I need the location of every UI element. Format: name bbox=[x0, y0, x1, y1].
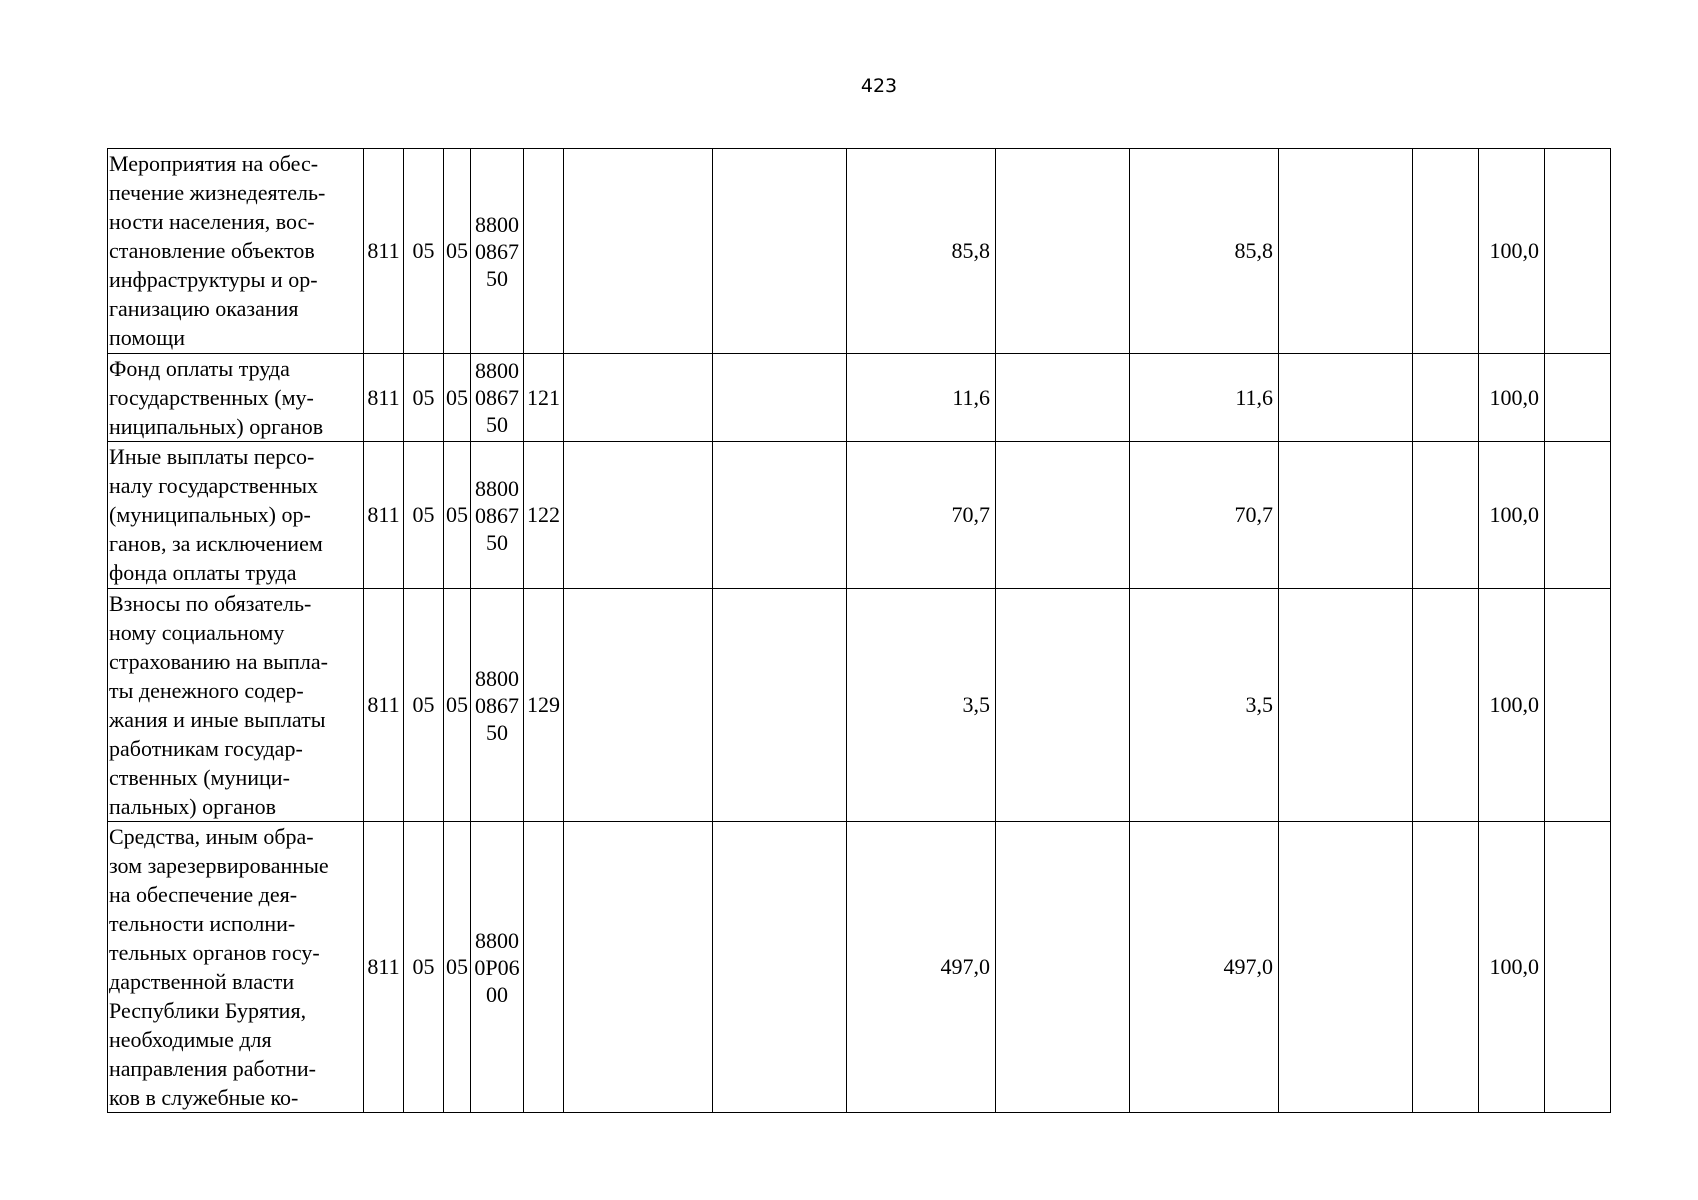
empty-cell bbox=[996, 354, 1130, 442]
item-name-line: ственных (муници- bbox=[109, 765, 290, 790]
empty-cell bbox=[564, 442, 713, 589]
section-cell: 05 bbox=[404, 822, 444, 1113]
target-article-cell bbox=[471, 442, 524, 589]
item-name-line: государственных (му- bbox=[109, 385, 314, 410]
item-name-line: тельных органов госу- bbox=[109, 940, 320, 965]
item-name-line: необходимые для bbox=[109, 1027, 272, 1052]
approved-amount-cell: 85,8 bbox=[847, 149, 996, 354]
empty-cell bbox=[996, 442, 1130, 589]
item-name-line: налу государственных bbox=[109, 473, 319, 498]
empty-cell bbox=[1545, 589, 1611, 822]
approved-amount-cell: 3,5 bbox=[847, 589, 996, 822]
approved-amount-cell: 497,0 bbox=[847, 822, 996, 1113]
empty-cell bbox=[713, 822, 847, 1113]
empty-cell bbox=[1279, 354, 1413, 442]
empty-cell bbox=[713, 149, 847, 354]
empty-cell bbox=[713, 354, 847, 442]
item-name-cell bbox=[108, 149, 364, 354]
item-name-line: Мероприятия на обес- bbox=[109, 151, 319, 176]
item-name-line: Иные выплаты персо- bbox=[109, 444, 315, 469]
empty-cell bbox=[1279, 442, 1413, 589]
percent-cell: 100,0 bbox=[1479, 822, 1545, 1113]
expense-type-cell bbox=[524, 149, 564, 354]
item-name-line: ты денежного содер- bbox=[109, 678, 304, 703]
target-article-line: 8800 bbox=[475, 927, 519, 953]
empty-cell bbox=[1279, 149, 1413, 354]
item-name-line: Взносы по обязатель- bbox=[109, 591, 312, 616]
page-number: 423 bbox=[860, 75, 898, 97]
item-name-line: ному социальному bbox=[109, 620, 285, 645]
item-name-line: ков в служебные ко- bbox=[109, 1085, 299, 1110]
item-name-line: фонда оплаты труда bbox=[109, 560, 297, 585]
expense-type-cell bbox=[524, 822, 564, 1113]
item-name-line: тельности исполни- bbox=[109, 911, 296, 936]
table-row bbox=[108, 149, 1611, 354]
item-name-line: ганов, за исключением bbox=[109, 531, 323, 556]
item-name-line: печение жизнедеятель- bbox=[109, 180, 326, 205]
target-article-line: 0867 bbox=[475, 502, 519, 528]
empty-cell bbox=[713, 589, 847, 822]
empty-cell bbox=[1279, 589, 1413, 822]
empty-cell bbox=[1413, 822, 1479, 1113]
target-article-line: 0867 bbox=[475, 238, 519, 264]
item-name-line: становление объектов bbox=[109, 238, 315, 263]
percent-cell: 100,0 bbox=[1479, 354, 1545, 442]
executed-amount-cell: 11,6 bbox=[1130, 354, 1279, 442]
item-name-line: направления работни- bbox=[109, 1056, 316, 1081]
empty-cell bbox=[996, 589, 1130, 822]
empty-cell bbox=[1413, 149, 1479, 354]
percent-cell: 100,0 bbox=[1479, 149, 1545, 354]
section-cell: 05 bbox=[404, 442, 444, 589]
target-article-line: 50 bbox=[486, 719, 508, 745]
empty-cell bbox=[564, 149, 713, 354]
empty-cell bbox=[1413, 442, 1479, 589]
empty-cell bbox=[713, 442, 847, 589]
table-row bbox=[108, 589, 1611, 822]
target-article-line: 50 bbox=[486, 265, 508, 291]
item-name-line: Средства, иным обра- bbox=[109, 824, 314, 849]
item-name-line: работникам государ- bbox=[109, 736, 303, 761]
section-cell: 05 bbox=[404, 589, 444, 822]
item-name-line: ности населения, вос- bbox=[109, 209, 315, 234]
target-article-line: 0867 bbox=[475, 385, 519, 410]
target-article-cell bbox=[471, 589, 524, 822]
executed-amount-cell: 3,5 bbox=[1130, 589, 1279, 822]
item-name-line: инфраструктуры и ор- bbox=[109, 267, 318, 292]
empty-cell bbox=[1413, 354, 1479, 442]
item-name-line: пальных) органов bbox=[109, 794, 277, 819]
grbs-cell: 811 bbox=[364, 442, 404, 589]
expense-type-cell: 129 bbox=[524, 589, 564, 822]
item-name-line: Республики Бурятия, bbox=[109, 998, 307, 1023]
approved-amount-cell: 11,6 bbox=[847, 354, 996, 442]
expense-type-cell: 121 bbox=[524, 354, 564, 442]
item-name-line: страхованию на выпла- bbox=[109, 649, 328, 674]
percent-cell: 100,0 bbox=[1479, 589, 1545, 822]
section-cell: 05 bbox=[404, 149, 444, 354]
target-article-cell bbox=[471, 354, 524, 442]
empty-cell bbox=[1545, 149, 1611, 354]
item-name-line: Фонд оплаты труда bbox=[109, 356, 290, 381]
percent-cell: 100,0 bbox=[1479, 442, 1545, 589]
section-cell: 05 bbox=[404, 354, 444, 442]
subsection-cell: 05 bbox=[444, 442, 471, 589]
empty-cell bbox=[1545, 822, 1611, 1113]
item-name-line: ниципальных) органов bbox=[109, 414, 324, 439]
grbs-cell: 811 bbox=[364, 149, 404, 354]
item-name-line: дарственной власти bbox=[109, 969, 295, 994]
item-name-cell bbox=[108, 822, 364, 1113]
grbs-cell: 811 bbox=[364, 822, 404, 1113]
empty-cell bbox=[996, 822, 1130, 1113]
item-name-line: жания и иные выплаты bbox=[109, 707, 326, 732]
item-name-line: (муниципальных) ор- bbox=[109, 502, 311, 527]
item-name-cell bbox=[108, 589, 364, 822]
empty-cell bbox=[1545, 442, 1611, 589]
empty-cell bbox=[564, 589, 713, 822]
table-row bbox=[108, 822, 1611, 1113]
expense-type-cell: 122 bbox=[524, 442, 564, 589]
target-article-cell bbox=[471, 822, 524, 1113]
target-article-line: 8800 bbox=[475, 358, 519, 383]
target-article-line: 0867 bbox=[475, 692, 519, 718]
empty-cell bbox=[564, 822, 713, 1113]
item-name-cell bbox=[108, 442, 364, 589]
target-article-line: 8800 bbox=[475, 211, 519, 237]
item-name-line: помощи bbox=[109, 325, 185, 350]
item-name-line: на обеспечение дея- bbox=[109, 882, 298, 907]
empty-cell bbox=[996, 149, 1130, 354]
subsection-cell: 05 bbox=[444, 822, 471, 1113]
empty-cell bbox=[1279, 822, 1413, 1113]
subsection-cell: 05 bbox=[444, 149, 471, 354]
grbs-cell: 811 bbox=[364, 589, 404, 822]
item-name-cell bbox=[108, 354, 364, 442]
empty-cell bbox=[1545, 354, 1611, 442]
empty-cell bbox=[1413, 589, 1479, 822]
subsection-cell: 05 bbox=[444, 589, 471, 822]
executed-amount-cell: 85,8 bbox=[1130, 149, 1279, 354]
item-name-line: зом зарезервированные bbox=[109, 853, 329, 878]
grbs-cell: 811 bbox=[364, 354, 404, 442]
target-article-cell bbox=[471, 149, 524, 354]
executed-amount-cell: 497,0 bbox=[1130, 822, 1279, 1113]
target-article-line: 0Р06 bbox=[474, 954, 520, 980]
approved-amount-cell: 70,7 bbox=[847, 442, 996, 589]
subsection-cell: 05 bbox=[444, 354, 471, 442]
target-article-line: 8800 bbox=[475, 665, 519, 691]
target-article-line: 00 bbox=[486, 981, 508, 1007]
table-row bbox=[108, 354, 1611, 442]
target-article-line: 50 bbox=[486, 412, 508, 437]
budget-table bbox=[107, 148, 1611, 1113]
target-article-line: 50 bbox=[486, 529, 508, 555]
target-article-line: 8800 bbox=[475, 475, 519, 501]
empty-cell bbox=[564, 354, 713, 442]
executed-amount-cell: 70,7 bbox=[1130, 442, 1279, 589]
item-name-line: ганизацию оказания bbox=[109, 296, 299, 321]
table-row bbox=[108, 442, 1611, 589]
